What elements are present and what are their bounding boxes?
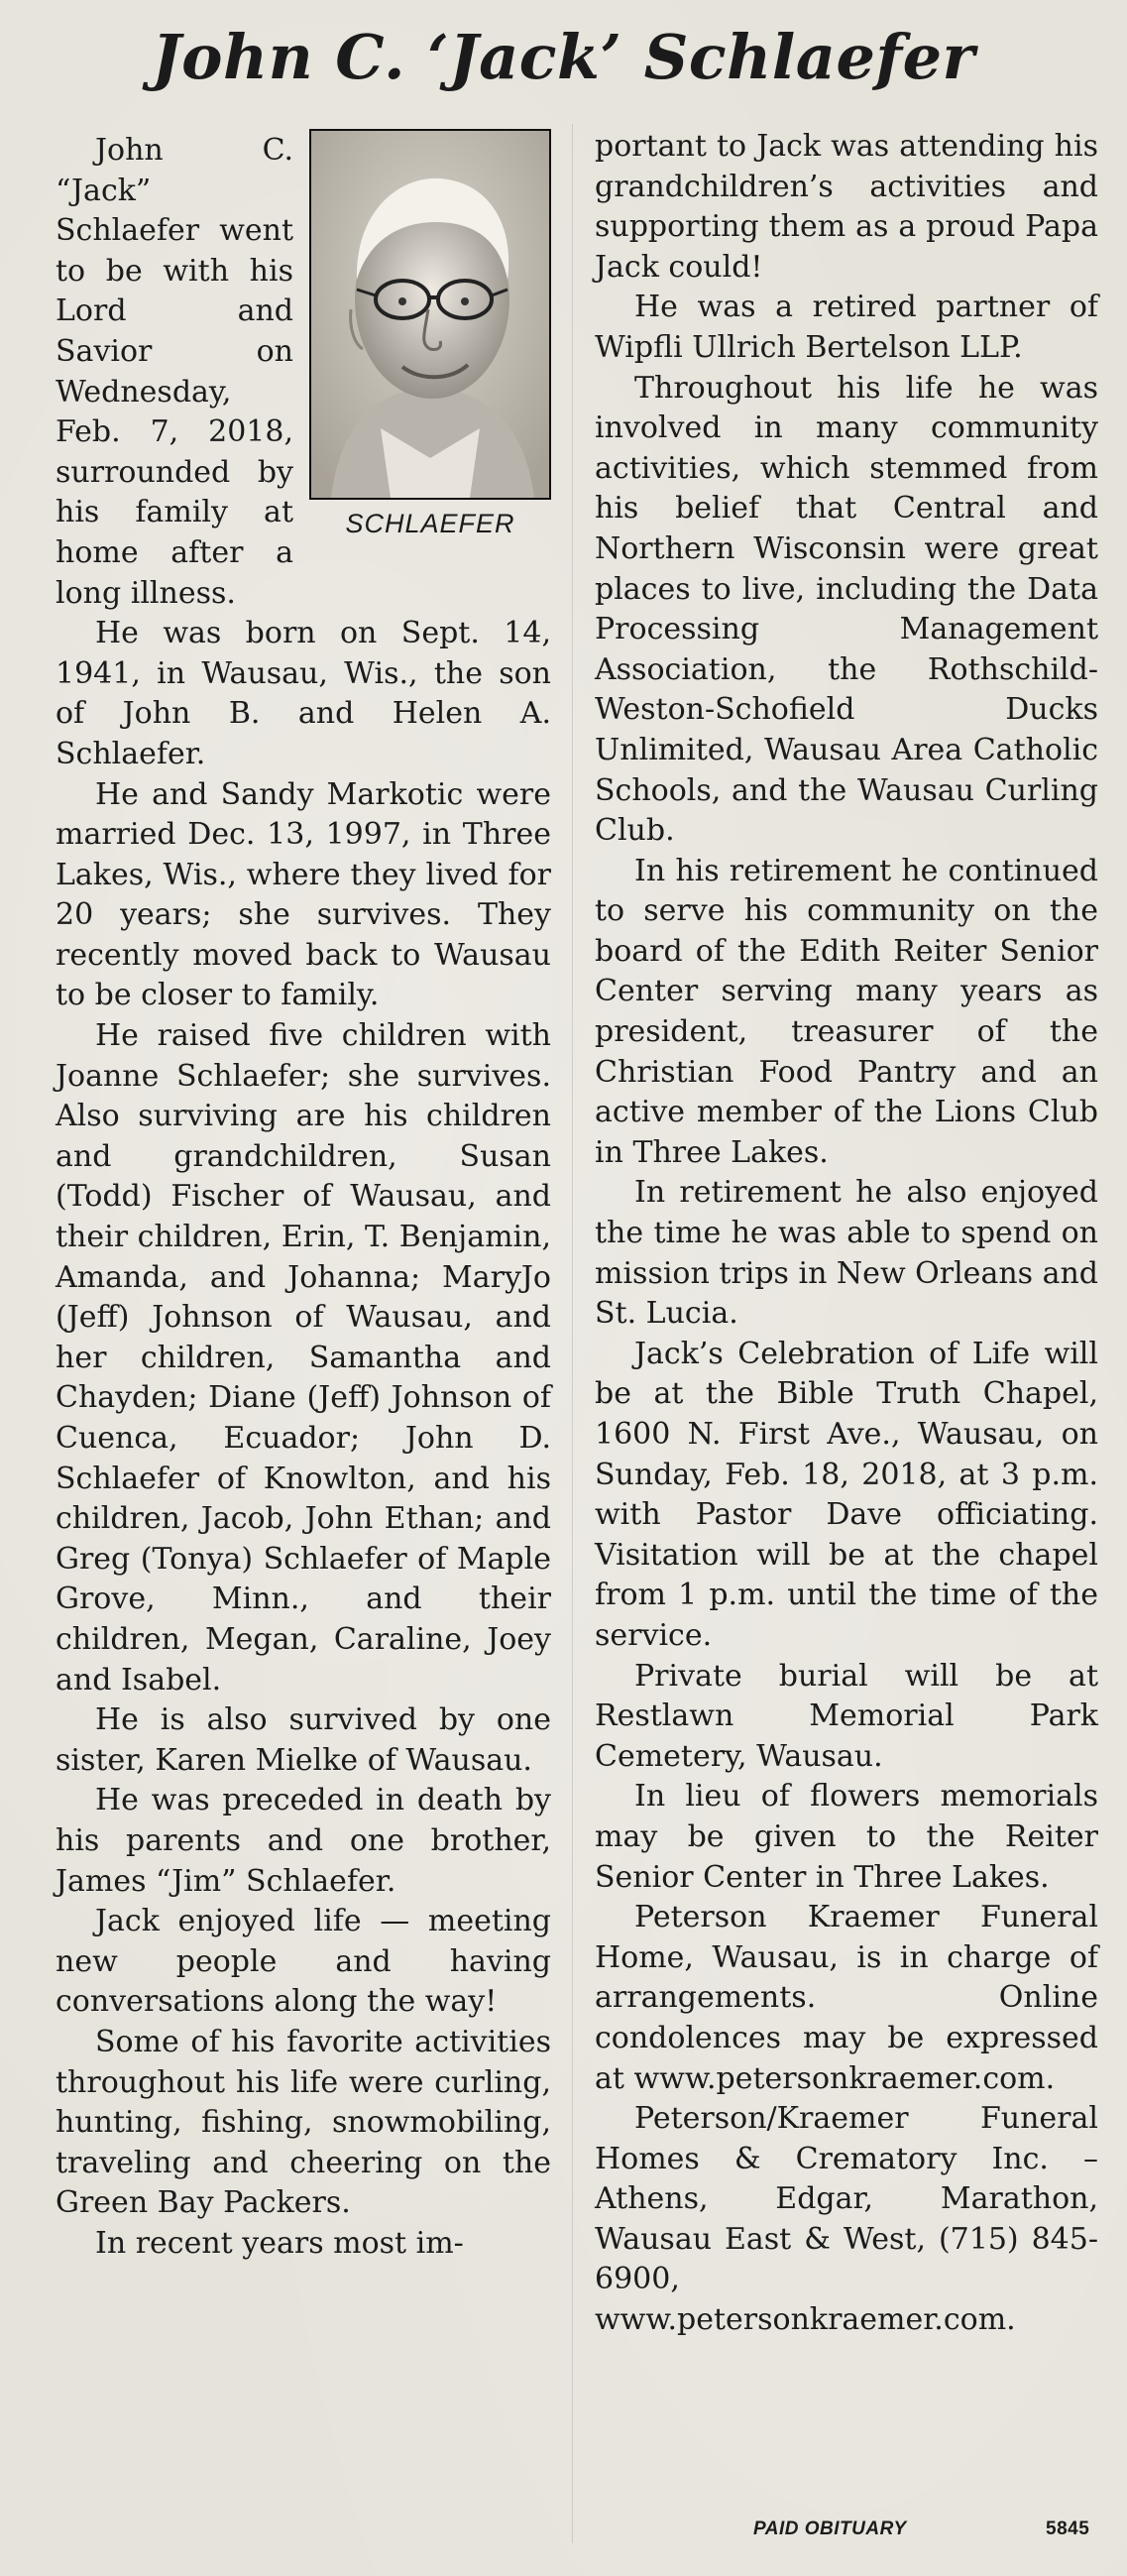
obituary-headline: John C. ‘Jack’ Schlaefer	[152, 21, 975, 93]
paragraph: In recent years most im-	[95, 2225, 464, 2261]
portrait-photo-icon	[309, 129, 551, 500]
paragraph: Peterson/Kraemer Funeral Homes & Crematory Inc. – Athens, Edgar, Marathon, Wausau East & West, (715) 845-6900, www.petersonkraemer.com.	[595, 2101, 1098, 2338]
paragraph: He and Sandy Markotic were married Dec. 13, 1997, in Three Lakes, Wis., where they lived for 20 years; she survives. They recently moved back to Wausau to be closer to family.	[56, 776, 551, 1013]
paragraph: In lieu of flowers memorials may be given to the Reiter Senior Center in Three Lakes.	[595, 1779, 1098, 1895]
column-divider	[572, 124, 573, 2543]
photo-block	[309, 129, 551, 539]
right-column	[595, 127, 1098, 2341]
ad-code: 5845	[1046, 2518, 1090, 2539]
paragraph: Jack enjoyed life — meeting new people and having conversations along the way!	[56, 1904, 551, 2020]
paragraph: He raised five children with Joanne Schlaefer; she survives. Also surviving are his children and grandchildren, Susan (Todd) Fischer of Wausau, and their children, Erin, T. Benjamin, Amanda, and Johanna; MaryJo (Jeff) Johnson of Wausau, and her children, Samantha and Chayden; Diane (Jeff) Johnson of Cuenca, Ecuador; John D. Schlaefer of Knowlton, and his children, Jacob, John Ethan; and Greg (Tonya) Schlaefer of Maple Grove, Minn., and their children, Megan, Caraline, Joey and Isabel.	[56, 1018, 551, 1698]
paragraph: He was born on Sept. 14, 1941, in Wausau, Wis., the son of John B. and Helen A. Schlaefer.	[56, 616, 551, 771]
paragraph: He was preceded in death by his parents and one brother, James “Jim” Schlaefer.	[56, 1783, 551, 1899]
left-column	[56, 131, 551, 2264]
paragraph: He was a retired partner of Wipfli Ullrich Bertelson LLP.	[595, 290, 1098, 365]
paid-obituary-label: PAID OBITUARY	[753, 2518, 907, 2539]
paragraph: In retirement he also enjoyed the time he was able to spend on mission trips in New Orleans and St. Lucia.	[595, 1175, 1098, 1332]
paragraph: Some of his favorite activities throughout his life were curling, hunting, fishing, snowmobiling, traveling and cheering on the Green Bay Packers.	[56, 2024, 551, 2221]
paragraph: Jack’s Celebration of Life will be at the Bible Truth Chapel, 1600 N. First Ave., Wausau, on Sunday, Feb. 18, 2018, at 3 p.m. with Pastor Dave officiating. Visitation will be at the chapel from 1 p.m. until the time of the service.	[595, 1336, 1098, 1653]
paragraph: portant to Jack was attending his grandchildren’s activities and supporting them as a proud Papa Jack could!	[595, 129, 1098, 285]
paragraph: Peterson Kraemer Funeral Home, Wausau, is in charge of arrangements. Online condolences may be expressed at www.petersonkraemer.com.	[595, 1900, 1098, 2096]
paragraph: He is also survived by one sister, Karen Mielke of Wausau.	[56, 1702, 551, 1778]
paragraph: Private burial will be at Restlawn Memorial Park Cemetery, Wausau.	[595, 1658, 1098, 1774]
paragraph: In his retirement he continued to serve his community on the board of the Edith Reiter Senior Center serving many years as president, treasurer of the Christian Food Pantry and an active member of the Lions Club in Three Lakes.	[595, 853, 1098, 1170]
paragraph: John C. “Jack” Schlaefer went to be with his Lord and Savior on Wednesday, Feb. 7, 2018, surrounded by his family at home after a long illness.	[56, 133, 293, 611]
paragraph: Throughout his life he was involved in many community activities, which stemmed from his belief that Central and Northern Wisconsin were great places to live, including the Data Processing Management Association, the Rothschild-Weston-Schofield Ducks Unlimited, Wausau Area Catholic Schools, and the Wausau Curling Club.	[595, 370, 1098, 849]
photo-caption: SCHLAEFER	[345, 509, 515, 538]
